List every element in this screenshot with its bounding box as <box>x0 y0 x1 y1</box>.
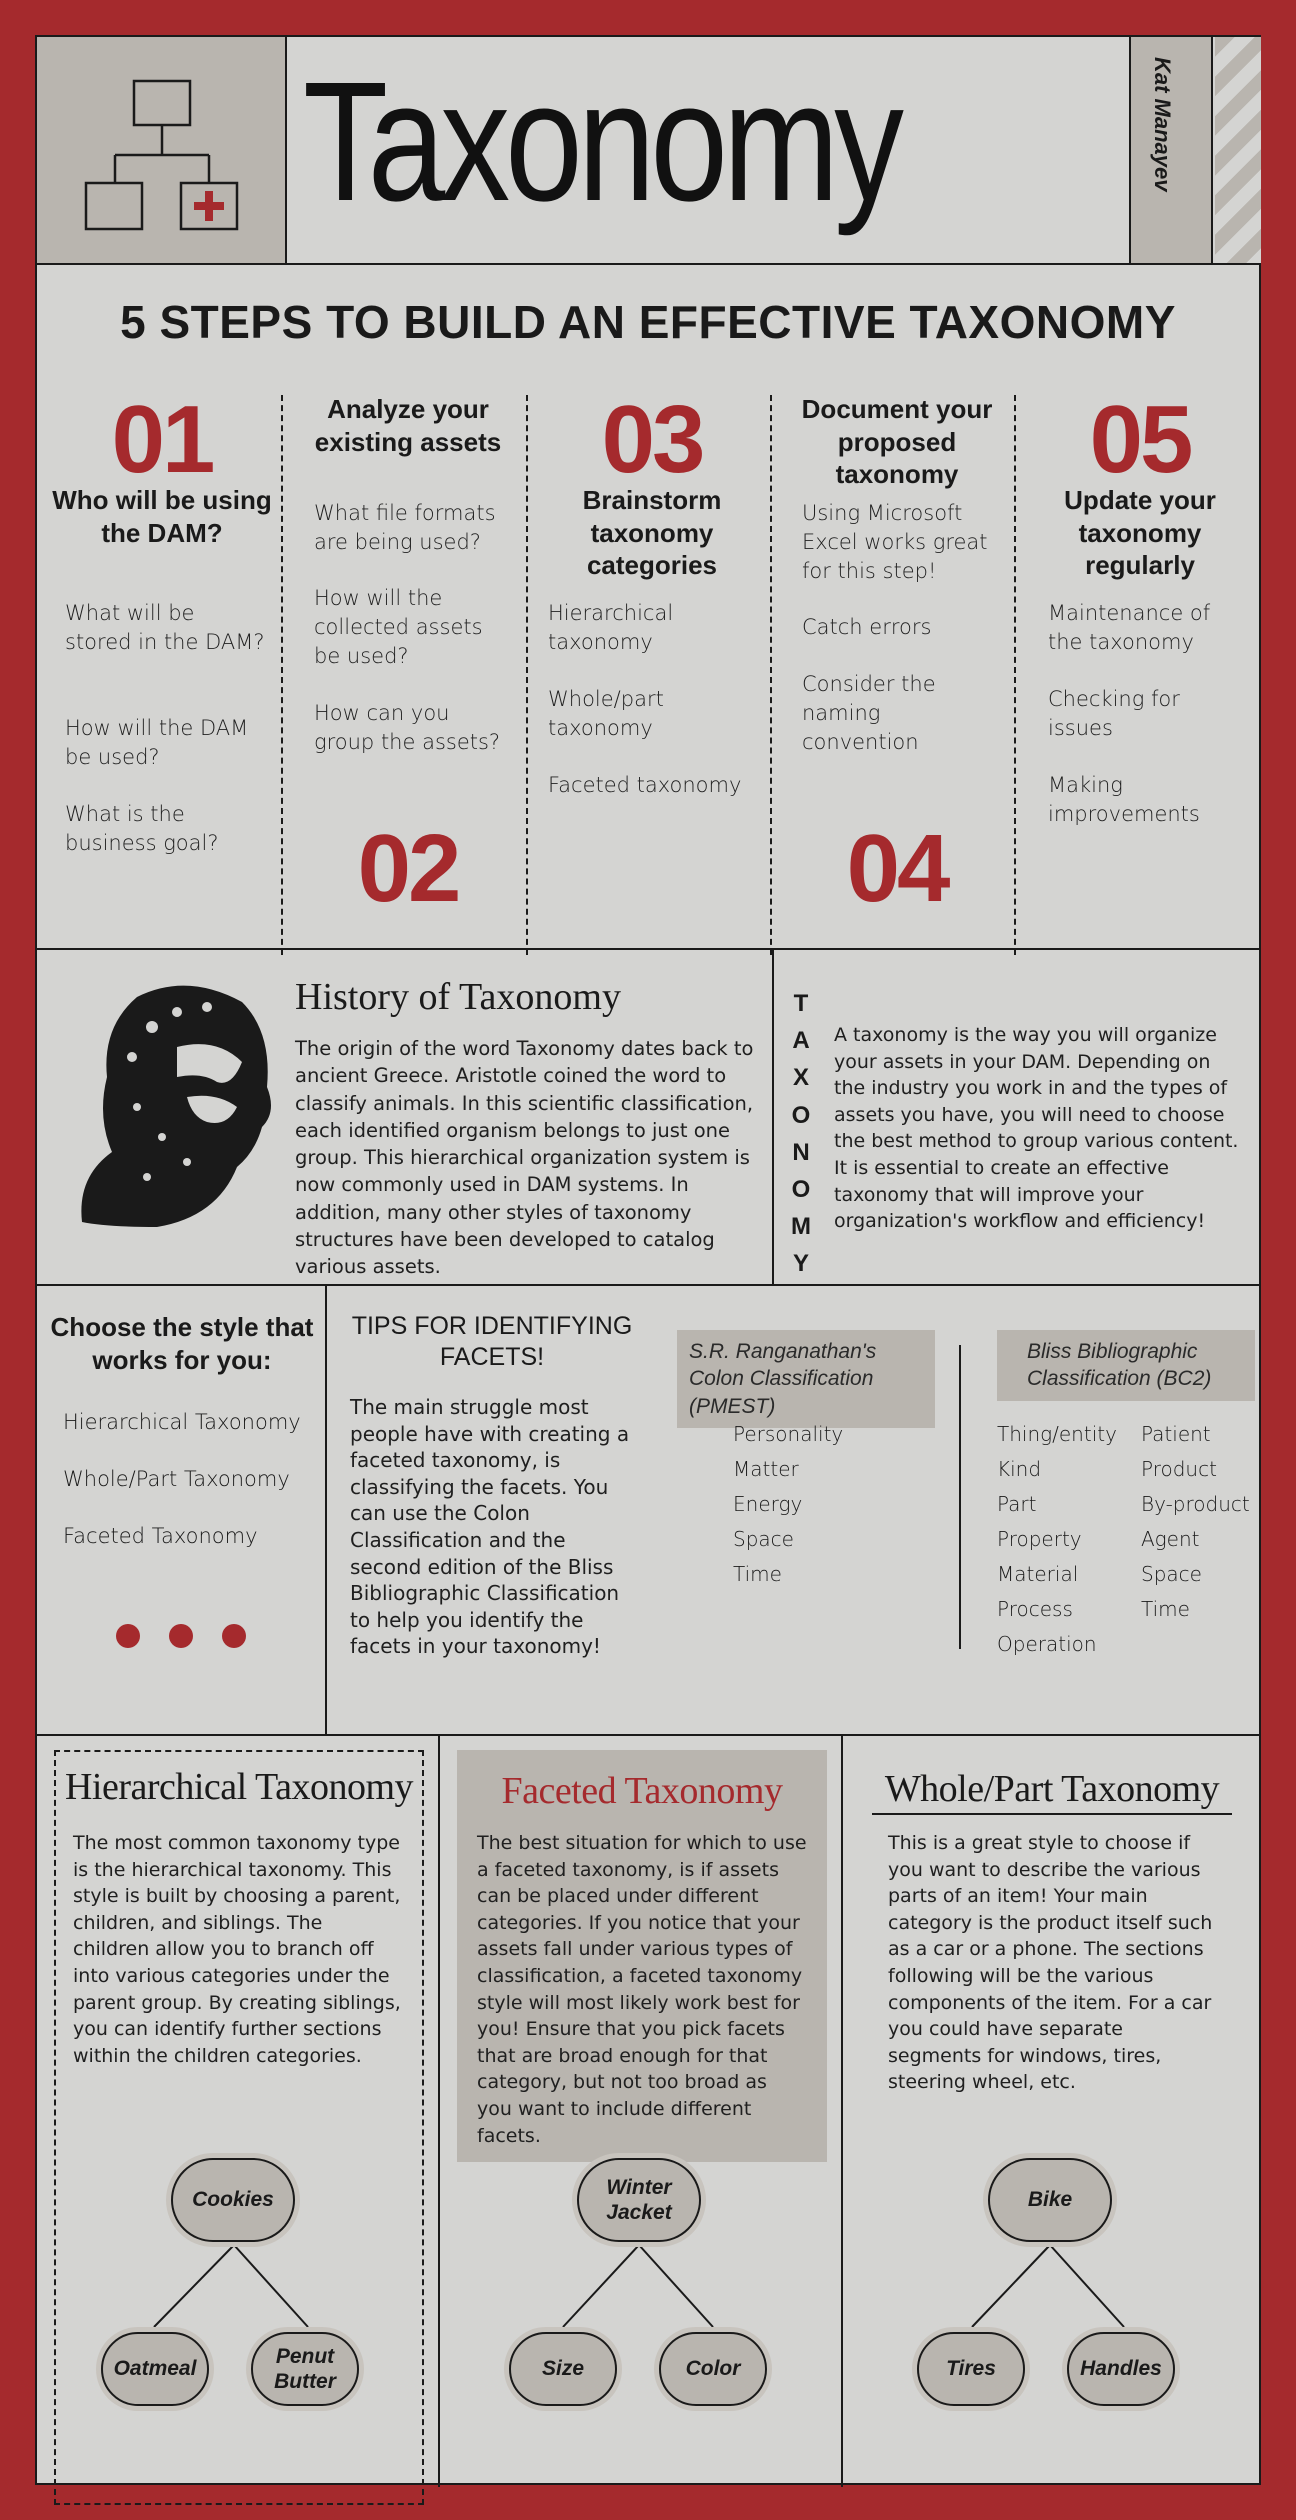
step-point: What file formats are being used? <box>314 501 496 554</box>
step-point: Maintenance of the taxonomy <box>1048 601 1211 654</box>
facet-item: Agent <box>1141 1527 1200 1551</box>
step-point: Hierarchical taxonomy <box>548 601 674 654</box>
tree-node-child: Size <box>509 2332 617 2406</box>
letter: A <box>792 1027 810 1055</box>
style-item: Whole/Part Taxonomy <box>63 1467 290 1491</box>
step-point: What will be stored in the DAM? <box>65 601 265 654</box>
tips-text: The main struggle most people have with creating a faceted taxonomy, is classifying the facets. You can use the Colon Classification and the second edition of the Bliss Bibliographic Classification to help you identify the facets in your taxonomy! <box>350 1395 630 1659</box>
facet-item: Patient <box>1141 1422 1211 1446</box>
step-point: Whole/part taxonomy <box>548 687 664 740</box>
facet-item: Matter <box>733 1457 799 1481</box>
history-title: History of Taxonomy <box>295 976 621 1018</box>
tree-node-parent: Bike <box>988 2158 1112 2242</box>
letter: N <box>792 1138 810 1166</box>
facet-item: Process <box>997 1597 1073 1621</box>
letter: O <box>791 1101 811 1129</box>
tree-node-child: Handles <box>1067 2332 1175 2406</box>
step-number: 03 <box>601 386 703 493</box>
facet-item: Kind <box>997 1457 1042 1481</box>
facet-item: By-product <box>1141 1492 1250 1516</box>
step-point: Using Microsoft Excel works great for this step! <box>802 501 988 583</box>
choose-title: Choose the style that works for you: <box>50 1312 314 1375</box>
history-text: The origin of the word Taxonomy dates back to ancient Greece. Aristotle coined the word to classify animals. In this scientific classification, each identified organism belongs to just one group. This hierarchical organization system is now commonly used in DAM systems. In addition, many other styles of taxonomy structures have been developed to catalog various assets. <box>295 1037 754 1279</box>
bliss-classification-box: Bliss Bibliographic Classification (BC2) <box>997 1330 1255 1401</box>
tree-node-child: Oatmeal <box>101 2332 209 2406</box>
faceted-text: The best situation for which to use a faceted taxonomy, is if assets can be placed under different categories. If you notice that your assets fall under various types of classification, a faceted taxonomy style will most likely work best for you! Ensure that you pick facets that are broad enough for that category, but not too broad as you want to include different facets. <box>477 1832 807 2147</box>
tips-title: TIPS FOR IDENTIFYING FACETS! <box>351 1312 633 1372</box>
wholepart-title: Whole/Part Taxonomy <box>884 1768 1220 1810</box>
facet-item: Space <box>1141 1562 1202 1586</box>
faceted-title: Faceted Taxonomy <box>501 1770 783 1812</box>
step-number: 04 <box>846 815 948 922</box>
wholepart-text: This is a great style to choose if you want to describe the various parts of an item! Your main category is the product itself such as a car or a phone. The sections following will be the various components of the item. For a car you could have separate segments for windows, tires, steering wheel, etc. <box>888 1832 1213 2094</box>
step-point: How will the DAM be used? <box>65 716 249 769</box>
step-point: Consider the naming convention <box>802 672 936 754</box>
facet-item: Product <box>1141 1457 1217 1481</box>
style-item: Faceted Taxonomy <box>63 1524 258 1548</box>
letter: X <box>792 1064 809 1092</box>
step-number: 05 <box>1089 386 1191 493</box>
step-heading: Brainstorm taxonomy categories <box>582 485 722 580</box>
step-number: 01 <box>111 386 213 493</box>
letter: M <box>791 1213 811 1241</box>
step-number: 02 <box>357 815 459 922</box>
steps-title: 5 STEPS TO BUILD AN EFFECTIVE TAXONOMY <box>120 296 1176 348</box>
step-point: How can you group the assets? <box>314 701 501 754</box>
facet-item: Part <box>997 1492 1037 1516</box>
step-point: What is the business goal? <box>65 802 219 855</box>
step-point: Faceted taxonomy <box>548 773 742 797</box>
page-title: Taxonomy <box>303 47 899 237</box>
facet-item: Space <box>733 1527 794 1551</box>
letter: O <box>791 1175 811 1203</box>
facet-item: Material <box>997 1562 1079 1586</box>
tree-node-parent: Cookies <box>171 2158 295 2242</box>
tree-node-child: Tires <box>917 2332 1025 2406</box>
letter: T <box>793 990 809 1017</box>
step-point: How will the collected assets be used? <box>314 586 483 668</box>
colon-classification-box: S.R. Ranganathan's Colon Classification (PMEST) <box>677 1330 935 1428</box>
definition-text: A taxonomy is the way you will organize your assets in your DAM. Depending on the industry you work in and the types of assets you have, you will need to choose the best method to group various content. It is essential to create an effective taxonomy that will improve your organization's workflow and efficiency! <box>834 1024 1239 1233</box>
infographic-frame <box>35 35 1261 2485</box>
tree-connectors <box>37 37 1263 2487</box>
facet-item: Personality <box>733 1422 844 1446</box>
tree-node-child: Color <box>659 2332 767 2406</box>
letter: Y <box>792 1250 809 1278</box>
step-point: Making improvements <box>1048 773 1200 826</box>
style-item: Hierarchical Taxonomy <box>63 1410 301 1434</box>
tree-node-parent: Winter Jacket <box>577 2158 701 2242</box>
step-heading: Analyze your existing assets <box>314 394 502 457</box>
tree-node-child: Penut Butter <box>251 2332 359 2406</box>
step-point: Checking for issues <box>1048 687 1180 740</box>
facet-item: Thing/entity <box>997 1422 1117 1446</box>
step-heading: Document your proposed taxonomy <box>801 394 993 489</box>
facet-item: Property <box>997 1527 1082 1551</box>
hierarchical-text: The most common taxonomy type is the hierarchical taxonomy. This style is built by choosing a parent, children, and siblings. The children allow you to branch off into various categories under the parent group. By creating siblings, you can identify further sections within the children categories. <box>73 1832 401 2067</box>
step-point: Catch errors <box>802 615 932 639</box>
facet-item: Time <box>733 1562 782 1586</box>
facet-item: Energy <box>733 1492 803 1516</box>
facet-item: Time <box>1141 1597 1190 1621</box>
author-name: Kat Manayev <box>1150 57 1175 192</box>
step-heading: Update your taxonomy regularly <box>1064 485 1216 580</box>
hierarchical-title: Hierarchical Taxonomy <box>64 1766 414 1808</box>
facet-item: Operation <box>997 1632 1097 1656</box>
step-heading: Who will be using the DAM? <box>52 485 272 548</box>
